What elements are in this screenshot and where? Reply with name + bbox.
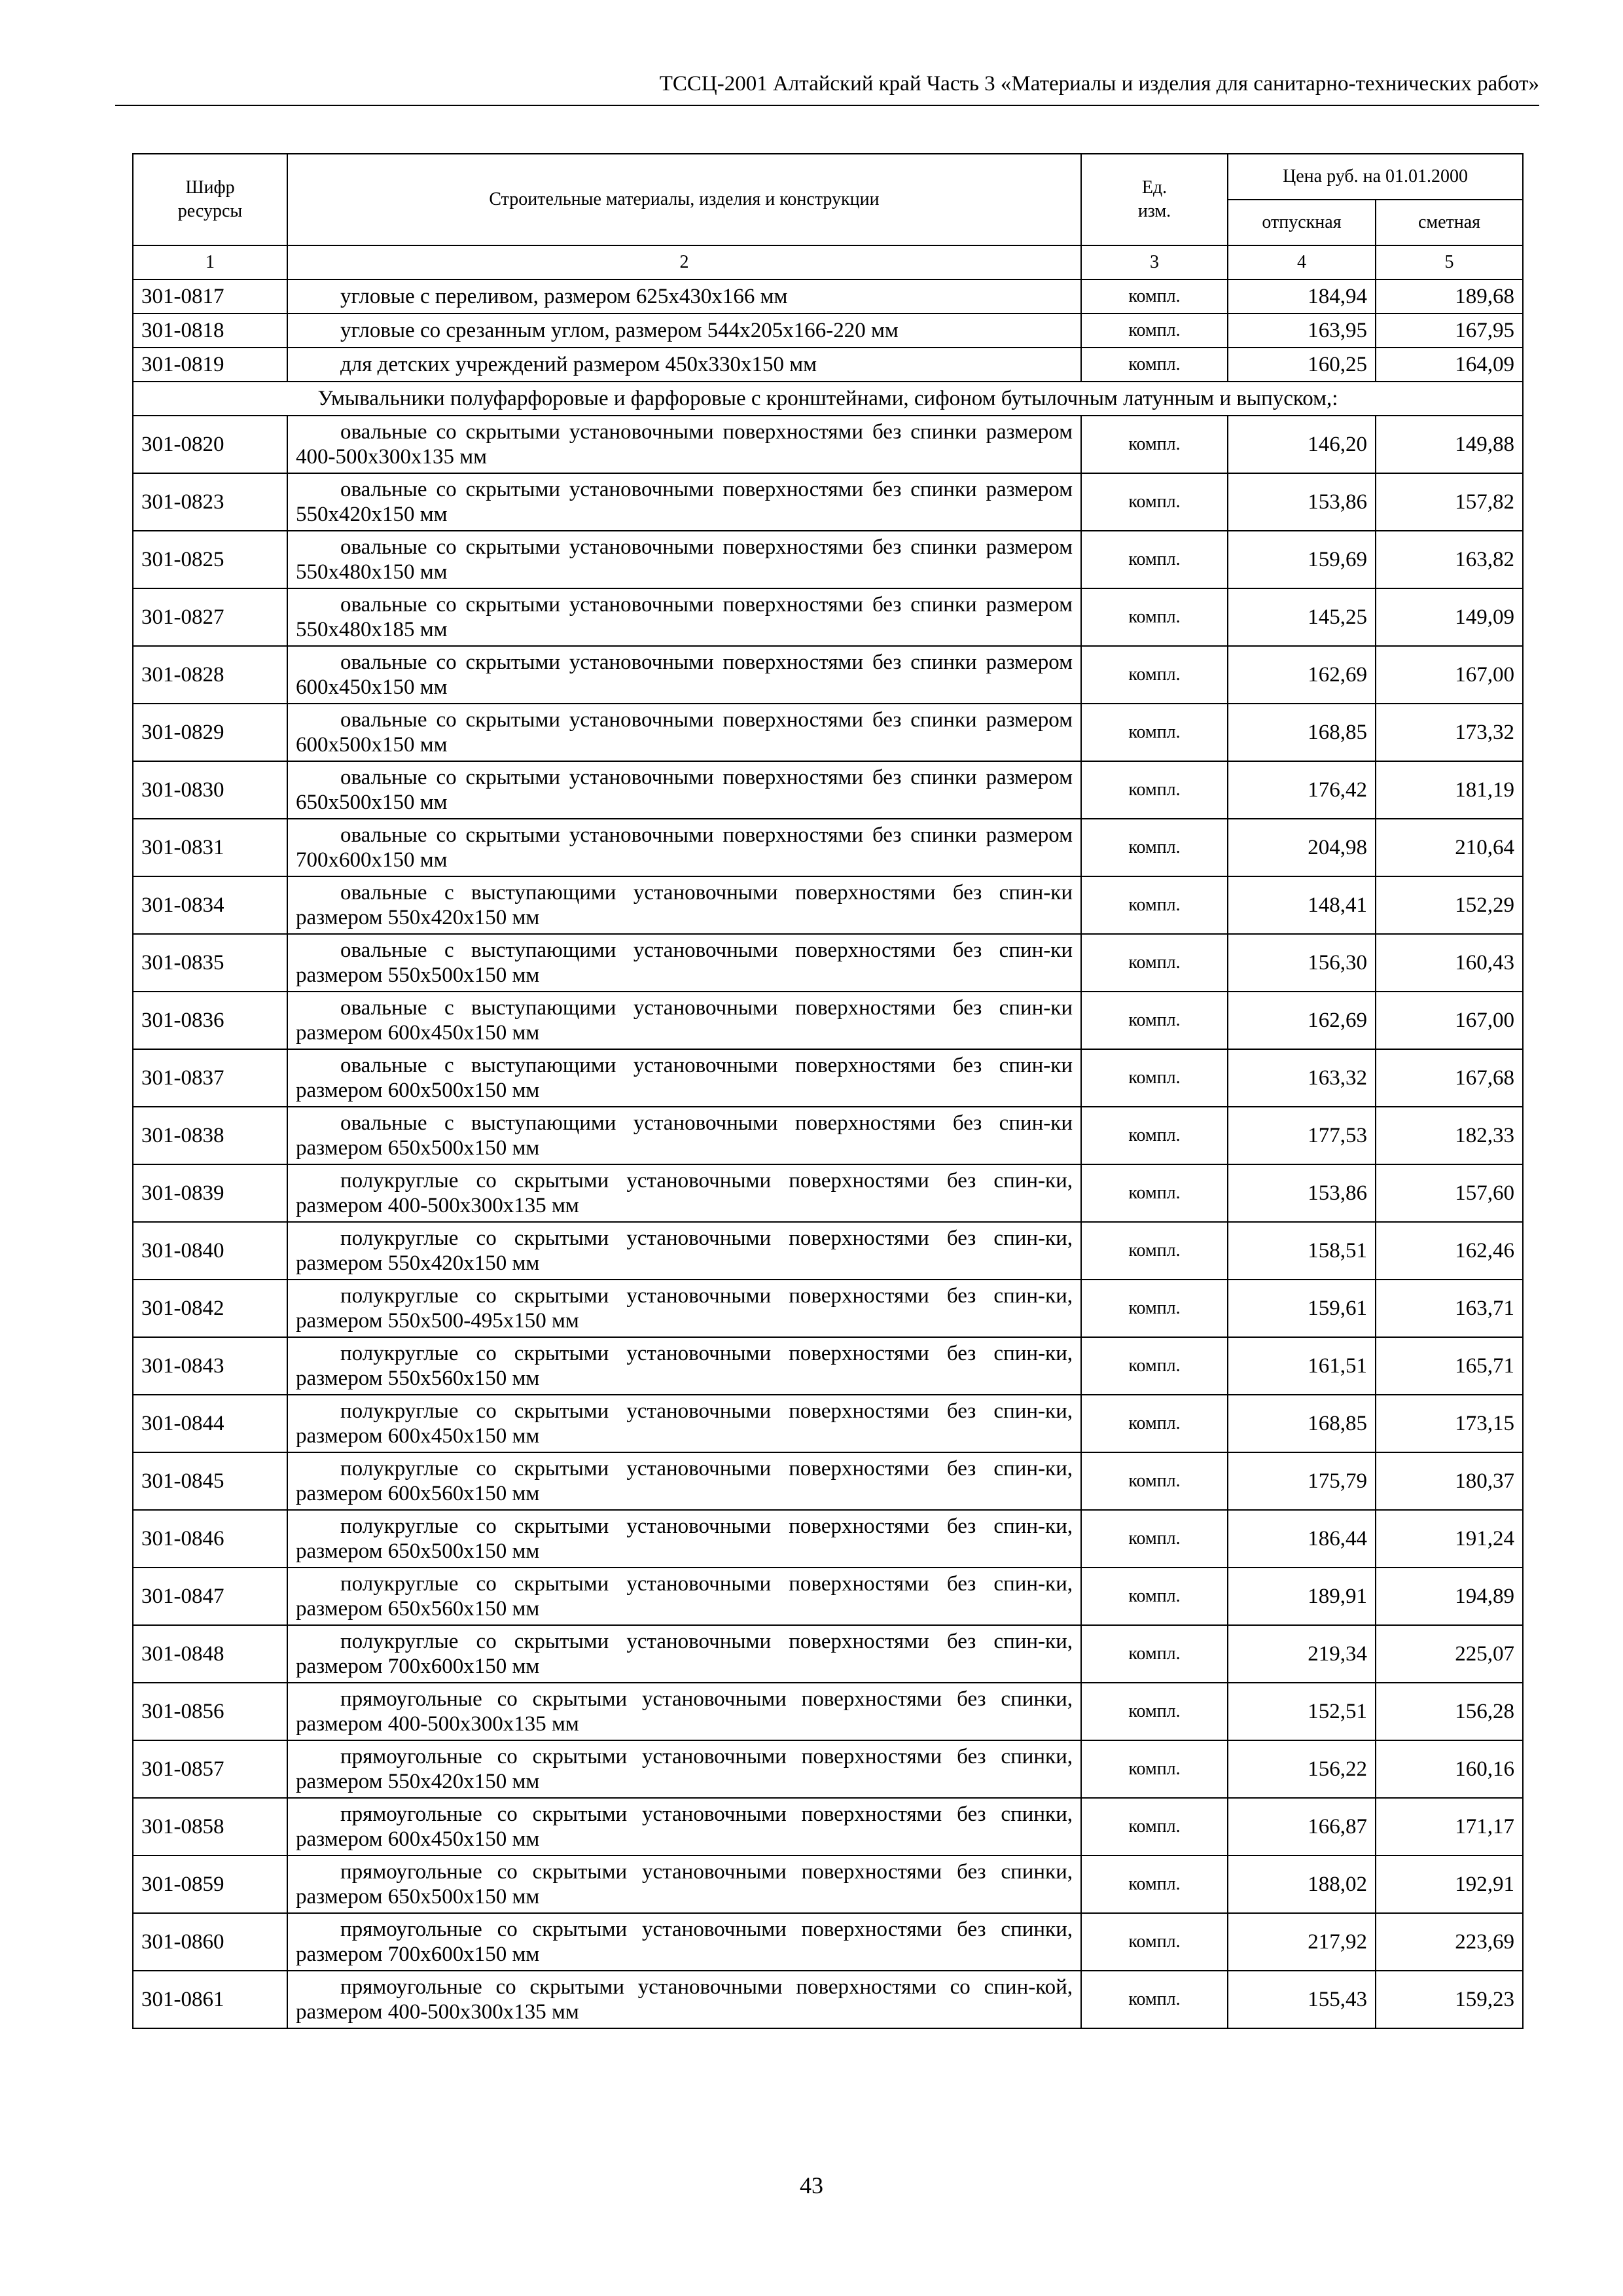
estimate-price-cell: 167,00 xyxy=(1376,992,1523,1049)
resource-code-cell: 301-0856 xyxy=(133,1683,287,1740)
item-name-cell: прямоугольные со скрытыми установочными поверхностями без спинки, размером 700х600х150 мм xyxy=(287,1913,1081,1971)
release-price-cell: 152,51 xyxy=(1228,1683,1376,1740)
resource-code-cell: 301-0860 xyxy=(133,1913,287,1971)
column-number: 5 xyxy=(1376,245,1523,279)
resource-code-cell: 301-0828 xyxy=(133,646,287,704)
table-row xyxy=(133,1049,1523,1107)
resource-code-cell: 301-0845 xyxy=(133,1452,287,1510)
resource-code-cell: 301-0859 xyxy=(133,1856,287,1913)
release-price-cell: 159,69 xyxy=(1228,531,1376,588)
column-number: 3 xyxy=(1081,245,1228,279)
release-price-cell: 163,32 xyxy=(1228,1049,1376,1107)
release-price-cell: 189,91 xyxy=(1228,1568,1376,1625)
resource-code-cell: 301-0838 xyxy=(133,1107,287,1164)
unit-cell: компл. xyxy=(1081,819,1228,876)
resource-code-cell: 301-0837 xyxy=(133,1049,287,1107)
unit-cell: компл. xyxy=(1081,348,1228,382)
table-row xyxy=(133,1222,1523,1280)
table-row xyxy=(133,416,1523,473)
unit-cell: компл. xyxy=(1081,1913,1228,1971)
column-header-release-price: отпускная xyxy=(1228,200,1376,245)
estimate-price-cell: 180,37 xyxy=(1376,1452,1523,1510)
resource-code-cell: 301-0846 xyxy=(133,1510,287,1568)
resource-code-cell: 301-0825 xyxy=(133,531,287,588)
column-header-estimate-price: сметная xyxy=(1376,200,1523,245)
item-name-cell: овальные со скрытыми установочными поверхностями без спинки размером 600х450х150 мм xyxy=(287,646,1081,704)
resource-code-cell: 301-0830 xyxy=(133,761,287,819)
table-row xyxy=(133,1740,1523,1798)
release-price-cell: 186,44 xyxy=(1228,1510,1376,1568)
release-price-cell: 162,69 xyxy=(1228,992,1376,1049)
unit-cell: компл. xyxy=(1081,704,1228,761)
table-row xyxy=(133,1683,1523,1740)
estimate-price-cell: 182,33 xyxy=(1376,1107,1523,1164)
table-row xyxy=(133,531,1523,588)
unit-cell: компл. xyxy=(1081,934,1228,992)
table-row xyxy=(133,992,1523,1049)
unit-cell: компл. xyxy=(1081,588,1228,646)
item-name-cell: овальные со скрытыми установочными поверхностями без спинки размером 700х600х150 мм xyxy=(287,819,1081,876)
item-name-cell: овальные с выступающими установочными поверхностями без спин-ки размером 600х500х150 мм xyxy=(287,1049,1081,1107)
item-name-cell: овальные со скрытыми установочными поверхностями без спинки размером 550х420х150 мм xyxy=(287,473,1081,531)
release-price-cell: 184,94 xyxy=(1228,279,1376,314)
estimate-price-cell: 194,89 xyxy=(1376,1568,1523,1625)
unit-cell: компл. xyxy=(1081,1164,1228,1222)
unit-cell: компл. xyxy=(1081,1049,1228,1107)
table-row xyxy=(133,1395,1523,1452)
estimate-price-cell: 157,82 xyxy=(1376,473,1523,531)
column-header-code: Шифр ресурсы xyxy=(133,154,287,245)
header-rule xyxy=(115,105,1539,106)
table-row xyxy=(133,1568,1523,1625)
item-name-cell: овальные со скрытыми установочными поверхностями без спинки размером 550х480х150 мм xyxy=(287,531,1081,588)
unit-cell: компл. xyxy=(1081,1683,1228,1740)
unit-cell: компл. xyxy=(1081,1568,1228,1625)
table-row xyxy=(133,761,1523,819)
release-price-cell: 188,02 xyxy=(1228,1856,1376,1913)
table-row xyxy=(133,348,1523,382)
unit-cell: компл. xyxy=(1081,1337,1228,1395)
release-price-cell: 161,51 xyxy=(1228,1337,1376,1395)
item-name-cell: полукруглые со скрытыми установочными поверхностями без спин-ки, размером 550х500-495х150 мм xyxy=(287,1280,1081,1337)
unit-cell: компл. xyxy=(1081,1510,1228,1568)
resource-code-cell: 301-0827 xyxy=(133,588,287,646)
unit-cell: компл. xyxy=(1081,1740,1228,1798)
estimate-price-cell: 191,24 xyxy=(1376,1510,1523,1568)
estimate-price-cell: 163,71 xyxy=(1376,1280,1523,1337)
section-heading-row xyxy=(133,382,1523,416)
table-row xyxy=(133,1337,1523,1395)
table-row xyxy=(133,314,1523,348)
item-name-cell: полукруглые со скрытыми установочными поверхностями без спин-ки, размером 400-500х300х135 мм xyxy=(287,1164,1081,1222)
release-price-cell: 156,30 xyxy=(1228,934,1376,992)
column-header-price-group: Цена руб. на 01.01.2000 xyxy=(1228,154,1523,200)
unit-cell: компл. xyxy=(1081,1625,1228,1683)
item-name-cell: овальные с выступающими установочными поверхностями без спин-ки размером 600х450х150 мм xyxy=(287,992,1081,1049)
resource-code-cell: 301-0843 xyxy=(133,1337,287,1395)
release-price-cell: 145,25 xyxy=(1228,588,1376,646)
item-name-cell: прямоугольные со скрытыми установочными поверхностями без спинки, размером 550х420х150 мм xyxy=(287,1740,1081,1798)
table-row xyxy=(133,1510,1523,1568)
release-price-cell: 155,43 xyxy=(1228,1971,1376,2028)
section-heading: Умывальники полуфарфоровые и фарфоровые с кронштейнами, сифоном бутылочным латунным и выпуском,: xyxy=(133,382,1523,416)
table-row xyxy=(133,1856,1523,1913)
estimate-price-cell: 152,29 xyxy=(1376,876,1523,934)
resource-code-cell: 301-0831 xyxy=(133,819,287,876)
release-price-cell: 163,95 xyxy=(1228,314,1376,348)
item-name-cell: полукруглые со скрытыми установочными поверхностями без спин-ки, размером 650х560х150 мм xyxy=(287,1568,1081,1625)
column-header-unit: Ед. изм. xyxy=(1081,154,1228,245)
estimate-price-cell: 164,09 xyxy=(1376,348,1523,382)
running-header: ТССЦ-2001 Алтайский край Часть 3 «Материалы и изделия для санитарно-технических работ» xyxy=(659,72,1539,96)
resource-code-cell: 301-0820 xyxy=(133,416,287,473)
unit-cell: компл. xyxy=(1081,1452,1228,1510)
table-row xyxy=(133,1913,1523,1971)
table-row xyxy=(133,1798,1523,1856)
table-row xyxy=(133,704,1523,761)
resource-code-cell: 301-0858 xyxy=(133,1798,287,1856)
column-number: 1 xyxy=(133,245,287,279)
table-row xyxy=(133,1971,1523,2028)
column-number: 4 xyxy=(1228,245,1376,279)
release-price-cell: 160,25 xyxy=(1228,348,1376,382)
release-price-cell: 159,61 xyxy=(1228,1280,1376,1337)
release-price-cell: 176,42 xyxy=(1228,761,1376,819)
unit-cell: компл. xyxy=(1081,1222,1228,1280)
table-row xyxy=(133,1452,1523,1510)
release-price-cell: 168,85 xyxy=(1228,704,1376,761)
estimate-price-cell: 156,28 xyxy=(1376,1683,1523,1740)
estimate-price-cell: 167,95 xyxy=(1376,314,1523,348)
unit-cell: компл. xyxy=(1081,279,1228,314)
table-row xyxy=(133,1280,1523,1337)
release-price-cell: 168,85 xyxy=(1228,1395,1376,1452)
price-table xyxy=(132,153,1524,2029)
unit-cell: компл. xyxy=(1081,1280,1228,1337)
estimate-price-cell: 149,09 xyxy=(1376,588,1523,646)
item-name-cell: полукруглые со скрытыми установочными поверхностями без спин-ки, размером 550х560х150 мм xyxy=(287,1337,1081,1395)
item-name-cell: полукруглые со скрытыми установочными поверхностями без спин-ки, размером 600х560х150 мм xyxy=(287,1452,1081,1510)
estimate-price-cell: 159,23 xyxy=(1376,1971,1523,2028)
unit-cell: компл. xyxy=(1081,416,1228,473)
resource-code-cell: 301-0834 xyxy=(133,876,287,934)
estimate-price-cell: 173,32 xyxy=(1376,704,1523,761)
resource-code-cell: 301-0857 xyxy=(133,1740,287,1798)
unit-cell: компл. xyxy=(1081,1856,1228,1913)
release-price-cell: 219,34 xyxy=(1228,1625,1376,1683)
table-row xyxy=(133,588,1523,646)
release-price-cell: 153,86 xyxy=(1228,1164,1376,1222)
item-name-cell: прямоугольные со скрытыми установочными поверхностями без спинки, размером 650х500х150 мм xyxy=(287,1856,1081,1913)
unit-cell: компл. xyxy=(1081,314,1228,348)
item-name-cell: овальные с выступающими установочными поверхностями без спин-ки размером 550х420х150 мм xyxy=(287,876,1081,934)
item-name-cell: овальные с выступающими установочными поверхностями без спин-ки размером 650х500х150 мм xyxy=(287,1107,1081,1164)
release-price-cell: 153,86 xyxy=(1228,473,1376,531)
estimate-price-cell: 149,88 xyxy=(1376,416,1523,473)
resource-code-cell: 301-0819 xyxy=(133,348,287,382)
estimate-price-cell: 181,19 xyxy=(1376,761,1523,819)
item-name-cell: овальные со скрытыми установочными поверхностями без спинки размером 600х500х150 мм xyxy=(287,704,1081,761)
table-row xyxy=(133,473,1523,531)
unit-cell: компл. xyxy=(1081,992,1228,1049)
item-name-cell: прямоугольные со скрытыми установочными поверхностями без спинки, размером 600х450х150 мм xyxy=(287,1798,1081,1856)
estimate-price-cell: 160,43 xyxy=(1376,934,1523,992)
estimate-price-cell: 162,46 xyxy=(1376,1222,1523,1280)
estimate-price-cell: 192,91 xyxy=(1376,1856,1523,1913)
unit-cell: компл. xyxy=(1081,531,1228,588)
item-name-cell: полукруглые со скрытыми установочными поверхностями без спин-ки, размером 700х600х150 мм xyxy=(287,1625,1081,1683)
release-price-cell: 162,69 xyxy=(1228,646,1376,704)
resource-code-cell: 301-0823 xyxy=(133,473,287,531)
release-price-cell: 204,98 xyxy=(1228,819,1376,876)
item-name-cell: овальные с выступающими установочными поверхностями без спин-ки размером 550х500х150 мм xyxy=(287,934,1081,992)
release-price-cell: 177,53 xyxy=(1228,1107,1376,1164)
table-row xyxy=(133,934,1523,992)
column-number: 2 xyxy=(287,245,1081,279)
release-price-cell: 146,20 xyxy=(1228,416,1376,473)
item-name-cell: полукруглые со скрытыми установочными поверхностями без спин-ки, размером 600х450х150 мм xyxy=(287,1395,1081,1452)
table-row xyxy=(133,646,1523,704)
resource-code-cell: 301-0844 xyxy=(133,1395,287,1452)
table-row xyxy=(133,819,1523,876)
resource-code-cell: 301-0835 xyxy=(133,934,287,992)
resource-code-cell: 301-0840 xyxy=(133,1222,287,1280)
release-price-cell: 148,41 xyxy=(1228,876,1376,934)
resource-code-cell: 301-0836 xyxy=(133,992,287,1049)
estimate-price-cell: 189,68 xyxy=(1376,279,1523,314)
estimate-price-cell: 223,69 xyxy=(1376,1913,1523,1971)
estimate-price-cell: 210,64 xyxy=(1376,819,1523,876)
resource-code-cell: 301-0848 xyxy=(133,1625,287,1683)
resource-code-cell: 301-0839 xyxy=(133,1164,287,1222)
item-name-cell: угловые с переливом, размером 625х430х166 мм xyxy=(287,279,1081,314)
table-row xyxy=(133,1107,1523,1164)
unit-cell: компл. xyxy=(1081,1971,1228,2028)
estimate-price-cell: 171,17 xyxy=(1376,1798,1523,1856)
item-name-cell: овальные со скрытыми установочными поверхностями без спинки размером 650х500х150 мм xyxy=(287,761,1081,819)
table-row xyxy=(133,1164,1523,1222)
item-name-cell: угловые со срезанным углом, размером 544х205х166-220 мм xyxy=(287,314,1081,348)
resource-code-cell: 301-0829 xyxy=(133,704,287,761)
item-name-cell: полукруглые со скрытыми установочными поверхностями без спин-ки, размером 650х500х150 мм xyxy=(287,1510,1081,1568)
resource-code-cell: 301-0817 xyxy=(133,279,287,314)
item-name-cell: прямоугольные со скрытыми установочными поверхностями без спинки, размером 400-500х300х135 мм xyxy=(287,1683,1081,1740)
column-numbers-row xyxy=(133,245,1523,279)
release-price-cell: 166,87 xyxy=(1228,1798,1376,1856)
estimate-price-cell: 165,71 xyxy=(1376,1337,1523,1395)
release-price-cell: 158,51 xyxy=(1228,1222,1376,1280)
estimate-price-cell: 225,07 xyxy=(1376,1625,1523,1683)
estimate-price-cell: 167,68 xyxy=(1376,1049,1523,1107)
unit-cell: компл. xyxy=(1081,1107,1228,1164)
unit-cell: компл. xyxy=(1081,646,1228,704)
estimate-price-cell: 163,82 xyxy=(1376,531,1523,588)
item-name-cell: для детских учреждений размером 450х330х150 мм xyxy=(287,348,1081,382)
unit-cell: компл. xyxy=(1081,876,1228,934)
table-row xyxy=(133,876,1523,934)
unit-cell: компл. xyxy=(1081,1395,1228,1452)
resource-code-cell: 301-0818 xyxy=(133,314,287,348)
column-header-name: Строительные материалы, изделия и конструкции xyxy=(287,154,1081,245)
estimate-price-cell: 160,16 xyxy=(1376,1740,1523,1798)
unit-cell: компл. xyxy=(1081,1798,1228,1856)
unit-cell: компл. xyxy=(1081,761,1228,819)
release-price-cell: 156,22 xyxy=(1228,1740,1376,1798)
resource-code-cell: 301-0842 xyxy=(133,1280,287,1337)
item-name-cell: прямоугольные со скрытыми установочными поверхностями со спин-кой, размером 400-500х300х135 мм xyxy=(287,1971,1081,2028)
page-number: 43 xyxy=(800,2172,823,2198)
unit-cell: компл. xyxy=(1081,473,1228,531)
release-price-cell: 217,92 xyxy=(1228,1913,1376,1971)
item-name-cell: полукруглые со скрытыми установочными поверхностями без спин-ки, размером 550х420х150 мм xyxy=(287,1222,1081,1280)
item-name-cell: овальные со скрытыми установочными поверхностями без спинки размером 400-500х300х135 мм xyxy=(287,416,1081,473)
estimate-price-cell: 157,60 xyxy=(1376,1164,1523,1222)
item-name-cell: овальные со скрытыми установочными поверхностями без спинки размером 550х480х185 мм xyxy=(287,588,1081,646)
estimate-price-cell: 173,15 xyxy=(1376,1395,1523,1452)
resource-code-cell: 301-0847 xyxy=(133,1568,287,1625)
estimate-price-cell: 167,00 xyxy=(1376,646,1523,704)
release-price-cell: 175,79 xyxy=(1228,1452,1376,1510)
resource-code-cell: 301-0861 xyxy=(133,1971,287,2028)
table-row xyxy=(133,1625,1523,1683)
table-row xyxy=(133,279,1523,314)
